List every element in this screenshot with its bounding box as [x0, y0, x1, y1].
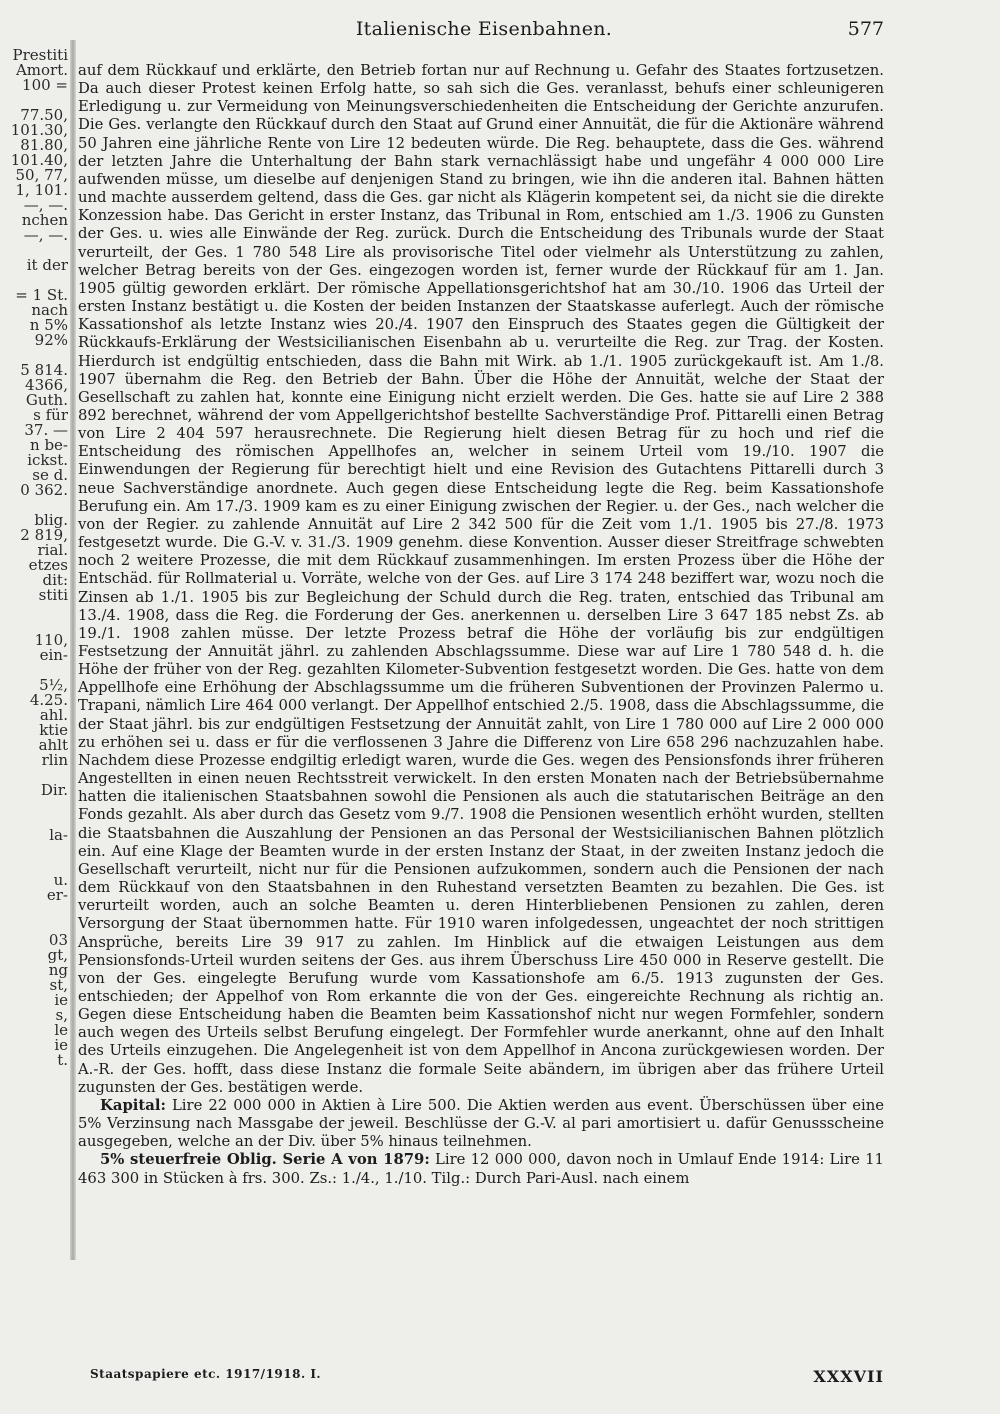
margin-fragment: Prestiti — [12, 48, 68, 64]
margin-fragment: 2 819, — [20, 526, 68, 544]
margin-fragment: t. — [57, 1051, 68, 1069]
margin-fragment: 0 362. — [20, 481, 68, 499]
margin-fragment: it der — [26, 256, 68, 274]
margin-fragment: s, — [55, 1006, 68, 1024]
margin-fragment: u. — [53, 871, 68, 889]
footer-publication: Staatspapiere etc. 1917/1918. I. — [90, 1367, 322, 1381]
margin-fragment: Amort. — [15, 61, 68, 79]
margin-fragment: ng — [48, 961, 68, 979]
margin-fragment: 81.80, — [20, 136, 68, 154]
margin-fragment: rlin — [41, 751, 68, 769]
margin-fragment: nach — [31, 301, 68, 319]
margin-fragment: 100 = — [22, 76, 68, 94]
margin-fragment: n 5% — [29, 316, 68, 334]
margin-fragment: ein- — [39, 646, 68, 664]
margin-fragment: rial. — [37, 541, 68, 559]
margin-fragment: 5½, — [39, 676, 68, 694]
margin-fragment: = 1 St. — [15, 286, 68, 304]
margin-fragment: 4.25. — [29, 691, 68, 709]
margin-fragment: ahlt — [38, 736, 68, 754]
obligation-heading: 5% steuerfreie Oblig. Serie A von 1879: — [100, 1151, 430, 1169]
margin-fragment: 101.30, — [10, 121, 68, 139]
margin-fragment: st, — [49, 976, 68, 994]
margin-fragment: blig. — [34, 511, 68, 529]
margin-fragment: —, —. — [23, 196, 68, 214]
page-header — [84, 18, 884, 44]
margin-fragment: Guth. — [25, 391, 68, 409]
obligation-paragraph — [78, 1151, 884, 1187]
margin-fragment: Dir. — [40, 781, 68, 799]
kapital-heading: Kapital: — [100, 1096, 166, 1114]
margin-fragment: 110, — [34, 631, 68, 649]
margin-fragment: ahl. — [39, 706, 68, 724]
body-paragraph: auf dem Rückkauf und erklärte, den Betrieb fortan nur auf Rechnung u. Gefahr des Staates fortzusetzen. Da auch dieser Protest keinen Erfolg hatte, so sah sich die Ges. veranlasst, behufs einer schleunigeren Erledigung u. zur Vermeidung von Meinungsverschiedenheiten die Entscheidung der Gerichte anzurufen. Die Ges. verlangte den Rückkauf durch den Staat auf Grund einer Annuität, die für die Aktionäre während 50 Jahren eine jährliche Rente von Lire 12 bedeuten würde. Die Reg. behauptete, dass die Ges. während der letzten Jahre die Unterhaltung der Bahn stark vernachlässigt habe und ungefähr 4 000 000 Lire aufwenden müsse, um dieselbe auf denjenigen Stand zu bringen, wie ihn die anderen ital. Bahnen hätten und machte ausserdem geltend, dass die Ges. gar nicht als Klägerin kompetent sei, da nicht sie die direkte Konzession habe. Das Gericht in erster Instanz, das Tribunal in Rom, entschied am 1./3. 1906 zu Gunsten der Ges. u. wies alle Einwände der Reg. zurück. Durch die Entscheidung des Tribunals wurde der Staat verurteilt, der Ges. 1 780 548 Lire als provisorische Titel oder vielmehr als Unterstützung zu zahlen, welcher Betrag bereits von der Ges. eingezogen worden ist, ferner wurde der Rückkauf für am 1. Jan. 1905 gültig geworden erklärt. Der römische Appellationsgerichtshof hat am 30./10. 1906 das Urteil der ersten Instanz bestätigt u. die Kosten der beiden Instanzen der Staatskasse auferlegt. Auch der römische Kassationshof als letzte Instanz wies 20./4. 1907 den Einspruch des Staates gegen die Gültigkeit der Rückkaufs-Erklärung der Westsicilianischen Eisenbahn ab u. verurteilte die Reg. zur Trag. der Kosten. Hierdurch ist endgültig entschieden, dass die Bahn mit Wirk. ab 1./1. 1905 zurückgekauft ist. Am 1./8. 1907 übernahm die Reg. den Betrieb der Bahn. Über die Höhe der Annuität, welche der Staat der Gesellschaft zu zahlen hat, konnte eine Einigung nicht erzielt werden. Die Ges. hatte sie auf Lire 2 388 892 berechnet, während der vom Appellgerichtshof bestellte Sachverständige Prof. Pittarelli einen Betrag von Lire 2 404 597 herausrechnete. Die Regierung hielt diesen Betrag für zu hoch und rief die Entscheidung des römischen Appellhofes an, welcher in seinem Urteil vom 19./10. 1907 die Einwendungen der Regierung für berechtigt hielt und eine Revision des Gutachtens Pittarelli durch 3 neue Sachverständige anordnete. Auch gegen diese Entscheidung legte die Reg. beim Kassationshofe Berufung ein. Am 17./3. 1909 kam es zu einer Einigung zwischen der Regier. u. der Ges., nach welcher die von der Regier. zu zahlende Annuität auf Lire 2 342 500 für die Zeit vom 1./1. 1905 bis 27./8. 1973 festgesetzt wurde. Die G.-V. v. 31./3. 1909 genehm. diese Konvention. Ausser dieser Streitfrage schwebten noch 2 weitere Prozesse, die mit dem Rückkauf zusammenhingen. Im ersten Prozess über die Höhe der Entschäd. für Rollmaterial u. Vorräte, welche von der Ges. auf Lire 3 174 248 beziffert war, wozu noch die Zinsen ab 1./1. 1905 bis zur Begleichung der Schuld durch die Reg. traten, entschied das Tribunal am 13./4. 1908, dass die Reg. die Forderung der Ges. anerkennen u. derselben Lire 3 647 185 nebst Zs. ab 19./1. 1908 zahlen müsse. Der letzte Prozess betraf die Höhe der vorläufig bis zur endgültigen Festsetzung der Annuität jährl. zu zahlenden Abschlagssumme. Diese war auf Lire 1 780 548 d. h. die Höhe der früher von der Reg. gezahlten Kilometer-Subvention festgesetzt worden. Die Ges. hatte von dem Appellhofe eine Erhöhung der Abschlagssumme um die früheren Subventionen der Provinzen Palermo u. Trapani, nämlich Lire 464 000 verlangt. Der Appellhof entschied 2./5. 1908, dass die Abschlagssumme, die der Staat jährl. bis zur endgültigen Festsetzung der Annuität zahlt, von Lire 1 780 000 auf Lire 2 000 000 zu erhöhen sei u. dass er für die verflossenen 3 Jahre die Differenz von Lire 658 296 nachzuzahlen habe. Nachdem diese Prozesse endgiltig erledigt waren, wurde die Ges. wegen des Pensionsfonds ihrer früheren Angestellten in einen neuen Rechtsstreit verwickelt. In den ersten Monaten nach der Betriebsübernahme hatten die italienischen Staatsbahnen sowohl die Pensionen als auch die statutarischen Beiträge an den Fonds gezahlt. Als aber durch das Gesetz vom 9./7. 1908 die Pensionen wesentlich erhöht wurden, stellten die Staatsbahnen die Auszahlung der Pensionen an das Personal der Westsicilianischen Bahnen plötzlich ein. Auf eine Klage der Beamten wurde in der ersten Instanz der Staat, in der zweiten Instanz jedoch die Gesellschaft verurteilt, nicht nur für die Pensionen aufzukommen, sondern auch die Pensionen der nach dem Rückkauf von den Staatsbahnen in den Ruhestand versetzten Beamten zu bezahlen. Die Ges. ist verurteilt worden, auch an solche Beamten u. deren Hinterbliebenen Pensionen zu zahlen, deren Versorgung der Staat übernommen hatte. Für 1910 waren infolgedessen, ungeachtet der noch strittigen Ansprüche, bereits Lire 39 917 zu zahlen. Im Hinblick auf die etwaigen Leistungen aus dem Pensionsfonds-Urteil wurden seitens der Ges. aus ihrem Überschuss Lire 450 000 in Reserve gestellt. Die von der Ges. eingelegte Berufung wurde vom Kassationshofe am 6./5. 1913 zugunsten der Ges. entschieden; der Appelhof von Rom erkannte die von der Ges. eingereichte Rechnung als richtig an. Gegen diese Entscheidung haben die Beamten beim Kassationshof nicht nur wegen Formfehler, sondern auch wegen des Urteils selbst Berufung eingelegt. Der Formfehler wurde anerkannt, ohne auf den Inhalt des Urteils einzugehen. Die Angelegenheit ist von dem Appellhof in Ancona zurückgewiesen worden. Der A.-R. der Ges. hofft, dass diese Instanz die formale Seite abändern, im übrigen aber das frühere Urteil zugunsten der Ges. bestätigen werde. — [78, 62, 884, 1096]
margin-fragment: 92% — [34, 331, 68, 349]
margin-fragment — [0, 843, 68, 858]
margin-fragment: etzes — [28, 556, 68, 574]
margin-fragment: la- — [49, 826, 68, 844]
kapital-text: Lire 22 000 000 in Aktien à Lire 500. Die Aktien werden aus event. Überschüssen über eine 5% Verzinsung nach Massgabe der jeweil. Beschlüsse der G.-V. al pari amortisiert u. dafür Genussscheine ausgegeben, welche an der Div. über 5% hinaus teilnehmen. — [78, 1096, 884, 1151]
obligation-text: Lire 12 000 000, davon noch in Umlauf Ende 1914: Lire 11 463 300 in Stücken à frs. 300. Zs.: 1./4., 1./10. Tilg.: Durch Pari-Ausl. nach einem — [78, 1151, 884, 1187]
margin-fragment: nchen — [21, 211, 68, 229]
page-footer — [84, 1367, 884, 1387]
margin-fragment: s für — [33, 406, 68, 424]
margin-fragment: 1, 101. — [15, 181, 68, 199]
margin-fragment: 50, 77, — [15, 166, 68, 184]
margin-fragment: 5 814. — [20, 361, 68, 379]
margin-fragment: 37. — — [24, 421, 68, 439]
margin-fragment: ktie — [39, 721, 68, 739]
left-margin-adjacent-page — [0, 48, 68, 1278]
margin-fragment: —, —. — [23, 226, 68, 244]
margin-fragment — [0, 903, 68, 918]
margin-fragment: gt, — [47, 946, 68, 964]
margin-fragment: 77.50, — [20, 106, 68, 124]
margin-fragment: ie — [54, 991, 68, 1009]
margin-fragment: 03 — [48, 931, 68, 949]
footer-signature-mark: XXXVII — [813, 1367, 884, 1386]
margin-fragment: stiti — [38, 586, 68, 604]
margin-fragment: 4366, — [25, 376, 68, 394]
margin-fragment — [0, 798, 68, 813]
margin-fragment — [0, 603, 68, 618]
margin-fragment: n be- — [30, 436, 68, 454]
kapital-paragraph — [78, 1097, 884, 1151]
margin-fragment: er- — [46, 886, 68, 904]
margin-fragment: le — [54, 1021, 68, 1039]
running-title: Italienische Eisenbahnen. — [355, 18, 613, 40]
margin-fragment: se d. — [32, 466, 68, 484]
margin-fragment: ie — [54, 1036, 68, 1054]
margin-fragment: ickst. — [27, 451, 68, 469]
page-number: 577 — [847, 18, 884, 40]
article-body — [78, 62, 884, 1188]
page-fold-shadow — [70, 40, 76, 1260]
margin-fragment: 101.40, — [10, 151, 68, 169]
margin-fragment: dit: — [42, 571, 68, 589]
